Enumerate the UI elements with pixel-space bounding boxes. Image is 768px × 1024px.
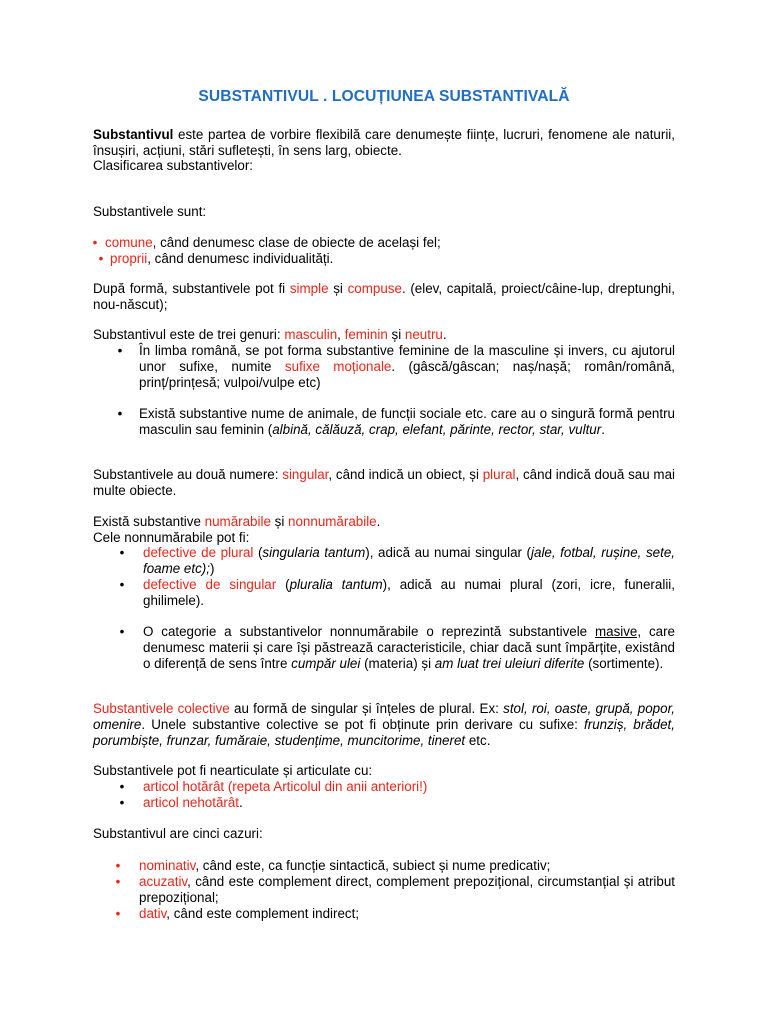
term-defective-plural: defective de plural — [143, 545, 254, 560]
common-text: , când denumesc clase de obiecte de același fel; — [152, 235, 441, 250]
gender-paragraph: Substantivul este de trei genuri: masculin, feminin și neutru. — [93, 327, 447, 342]
bullet-icon: • — [119, 795, 125, 810]
term-proper: proprii — [110, 251, 148, 266]
list-item-indefinite-article: articol nehotărât. — [143, 795, 243, 810]
term-neuter: neutru — [404, 327, 443, 342]
term-mass: masive, — [594, 624, 642, 639]
bullet-icon: • — [117, 406, 123, 421]
list-item-definite-article — [143, 779, 675, 795]
list-item-single-form: Există substantive nume de animale, de funcții sociale etc. care au o singură formă pentru masculin sau feminin (albină, călăuză, crap, elefant, părinte, rector, star, vultur. — [139, 406, 675, 437]
articles-heading: Substantivele pot fi nearticulate și articulate cu: — [93, 763, 373, 778]
bullet-icon: • — [115, 858, 121, 873]
term-indefinite-article: articol nehotărât — [143, 795, 240, 810]
bullet-icon: • — [98, 251, 104, 266]
classification-heading: Clasificarea substantivelor: — [93, 158, 254, 173]
term-simple: simple — [289, 281, 329, 296]
list-item-dative: dativ, când este complement indirect; — [139, 906, 360, 921]
term-masculine: masculin — [284, 327, 338, 342]
term-feminine: feminin — [344, 327, 388, 342]
term-defective-singular: defective de singular — [143, 577, 277, 592]
bullet-icon: • — [115, 874, 121, 889]
uncountable-heading: Cele nonnumărabile pot fi: — [93, 530, 250, 545]
bullet-icon: • — [119, 779, 125, 794]
bullet-icon: • — [92, 235, 98, 250]
list-item-proper — [110, 251, 665, 267]
term-nominative: nominativ — [139, 858, 196, 873]
list-item-accusative: acuzativ, când este complement direct, complement prepozițional, circumstanțial și atribut prepozițional; — [139, 874, 675, 905]
bullet-icon: • — [119, 577, 125, 592]
term-compound: compuse — [347, 281, 402, 296]
term-singular: singular — [282, 467, 329, 482]
collective-paragraph: Substantivele colective au formă de singular și înțeles de plural. Ex: stol, roi, oaste, grupă, popor, omenire. Unele substantive colective se pot fi obținute prin derivare cu sufixe: frunziș, brădet, porumbiște, frunzar, fumăraie, studențime, muncitorime, tineret etc. — [93, 701, 676, 748]
term-common: comune — [105, 235, 153, 250]
bullet-icon: • — [119, 624, 125, 639]
list-item-defective-plural: defective de plural (singularia tantum), adică au numai singular (jale, fotbal, rușine, sete, foame etc);) — [143, 545, 675, 576]
single-form-examples: albină, călăuză, crap, elefant, părinte, rector, star, vultur — [272, 421, 602, 437]
definition-paragraph — [93, 127, 675, 159]
term-motional-suffixes: sufixe moționale — [284, 358, 392, 374]
list-item-common — [105, 235, 665, 251]
term-dative: dativ — [139, 906, 167, 921]
definition-text: este partea de vorbire flexibilă care denumește ființe, lucruri, fenomene ale naturii, însușiri, acțiuni, stări sufletești, în sens larg, obiecte. — [93, 127, 675, 158]
countable-paragraph: Există substantive numărabile și nonnumărabile. — [93, 514, 381, 529]
list-item-nominative: nominativ, când este, ca funcție sintactică, subiect și nume predicativ; — [139, 858, 551, 873]
term-accusative: acuzativ — [139, 874, 188, 889]
number-paragraph: Substantivele au două numere: singular, când indică un obiect, și plural, când indică două sau mai multe obiecte. — [93, 467, 675, 498]
term-collective: Substantivele colective — [93, 701, 230, 716]
term-uncountable: nonnumărabile — [288, 514, 377, 529]
term-countable: numărabile — [204, 514, 271, 529]
bullet-icon: • — [119, 545, 125, 560]
term-plural: plural — [482, 467, 516, 482]
term-substantivul: Substantivul — [93, 127, 174, 142]
bullet-icon: • — [115, 906, 121, 921]
form-paragraph: După formă, substantivele pot fi simple și compuse. (elev, capitală, proiect/câine-lup, dreptunghi, nou-născut); — [93, 281, 675, 312]
proper-text: , când denumesc individualități. — [147, 251, 334, 266]
types-heading: Substantivele sunt: — [93, 204, 207, 219]
list-item-motional-suffixes: În limba română, se pot forma substantive feminine de la masculine și invers, cu ajutorul unor sufixe, numite sufixe moționale. (gâscă/gâscan; naș/nașă; român/română, prinț/prințesă; vulpoi/vulpe etc) — [139, 343, 675, 390]
page-title: SUBSTANTIVUL . LOCUȚIUNEA SUBSTANTIVALĂ — [198, 88, 570, 105]
cases-heading: Substantivul are cinci cazuri: — [93, 826, 263, 841]
term-definite-article: articol hotărât (repeta Articolul din anii anteriori!) — [143, 779, 428, 794]
bullet-icon: • — [117, 343, 123, 358]
list-item-defective-singular: defective de singular (pluralia tantum), adică au numai plural (zori, icre, funeralii, ghilimele). — [143, 577, 675, 608]
list-item-mass-nouns: O categorie a substantivelor nonnumărabile o reprezintă substantivele masive, care denumesc materii și care își păstrează caracteristicile, chiar dacă sunt împărțite, existând o diferență de sens între cumpăr ulei (materia) și am luat trei uleiuri diferite (sortimente). — [143, 624, 675, 671]
